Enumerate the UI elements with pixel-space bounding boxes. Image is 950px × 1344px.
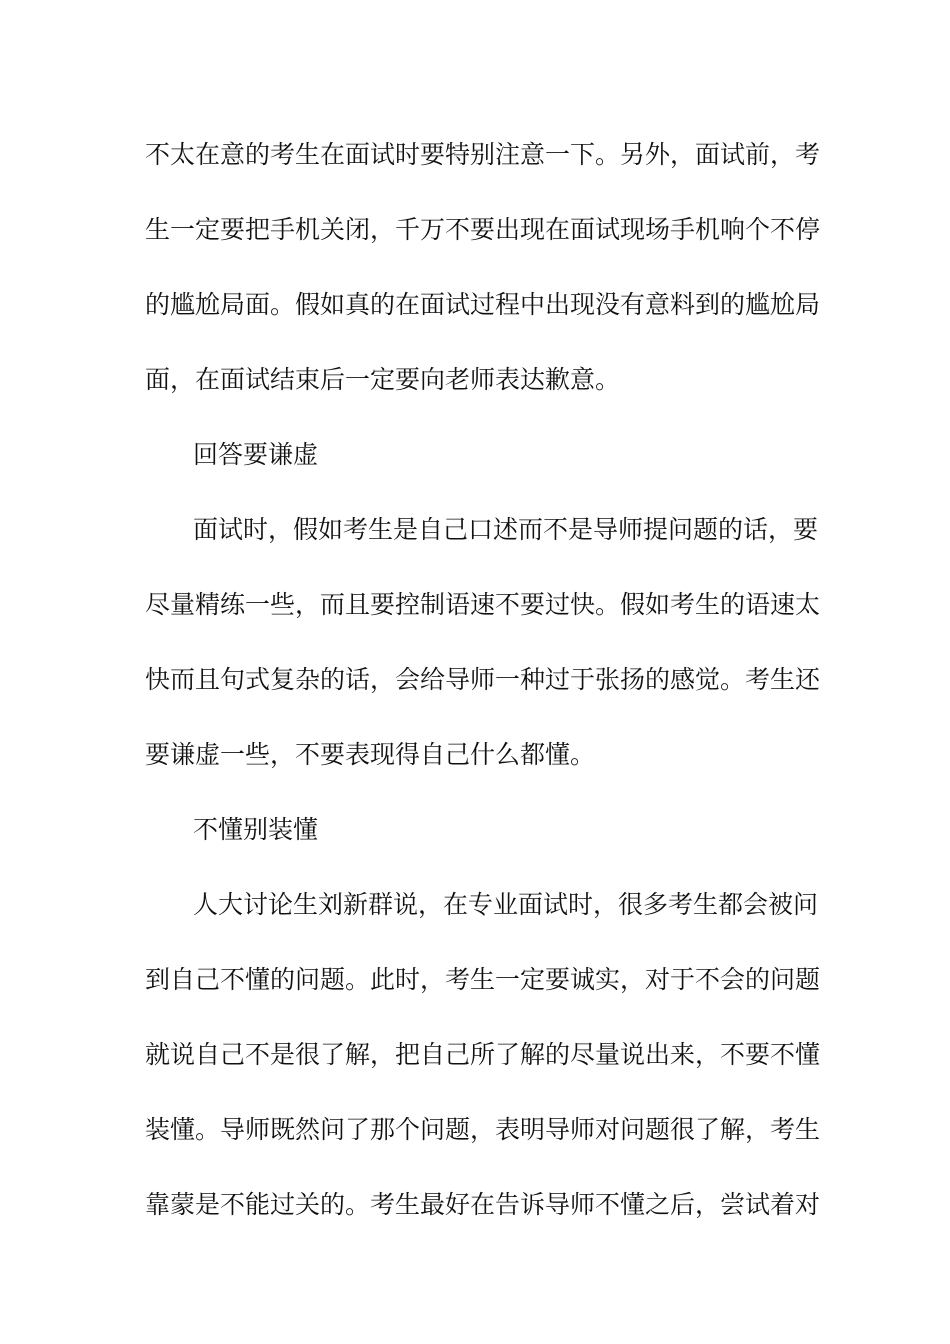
body-line: 装懂。导师既然问了那个问题，表明导师对问题很了解，考生 (145, 1115, 821, 1144)
section-heading: 回答要谦虚 (193, 440, 319, 469)
body-line: 生一定要把手机关闭，千万不要出现在面试现场手机响个不停 (145, 215, 821, 244)
body-line: 不太在意的考生在面试时要特别注意一下。另外，面试前，考 (145, 140, 821, 169)
body-line: 面，在面试结束后一定要向老师表达歉意。 (145, 365, 621, 394)
body-line: 面试时，假如考生是自己口述而不是导师提问题的话，要 (193, 515, 819, 544)
body-line: 靠蒙是不能过关的。考生最好在告诉导师不懂之后，尝试着对 (145, 1190, 821, 1219)
body-line: 到自己不懂的问题。此时，考生一定要诚实，对于不会的问题 (145, 965, 821, 994)
body-line: 的尴尬局面。假如真的在面试过程中出现没有意料到的尴尬局 (145, 290, 821, 319)
document-body (145, 130, 821, 1255)
body-line: 尽量精练一些，而且要控制语速不要过快。假如考生的语速太 (145, 590, 821, 619)
section-heading: 不懂别装懂 (193, 815, 319, 844)
body-line: 快而且句式复杂的话，会给导师一种过于张扬的感觉。考生还 (145, 665, 821, 694)
body-line: 人大讨论生刘新群说，在专业面试时，很多考生都会被问 (193, 890, 819, 919)
body-line: 要谦虚一些，不要表现得自己什么都懂。 (145, 740, 596, 769)
body-line: 就说自己不是很了解，把自己所了解的尽量说出来，不要不懂 (145, 1040, 821, 1069)
